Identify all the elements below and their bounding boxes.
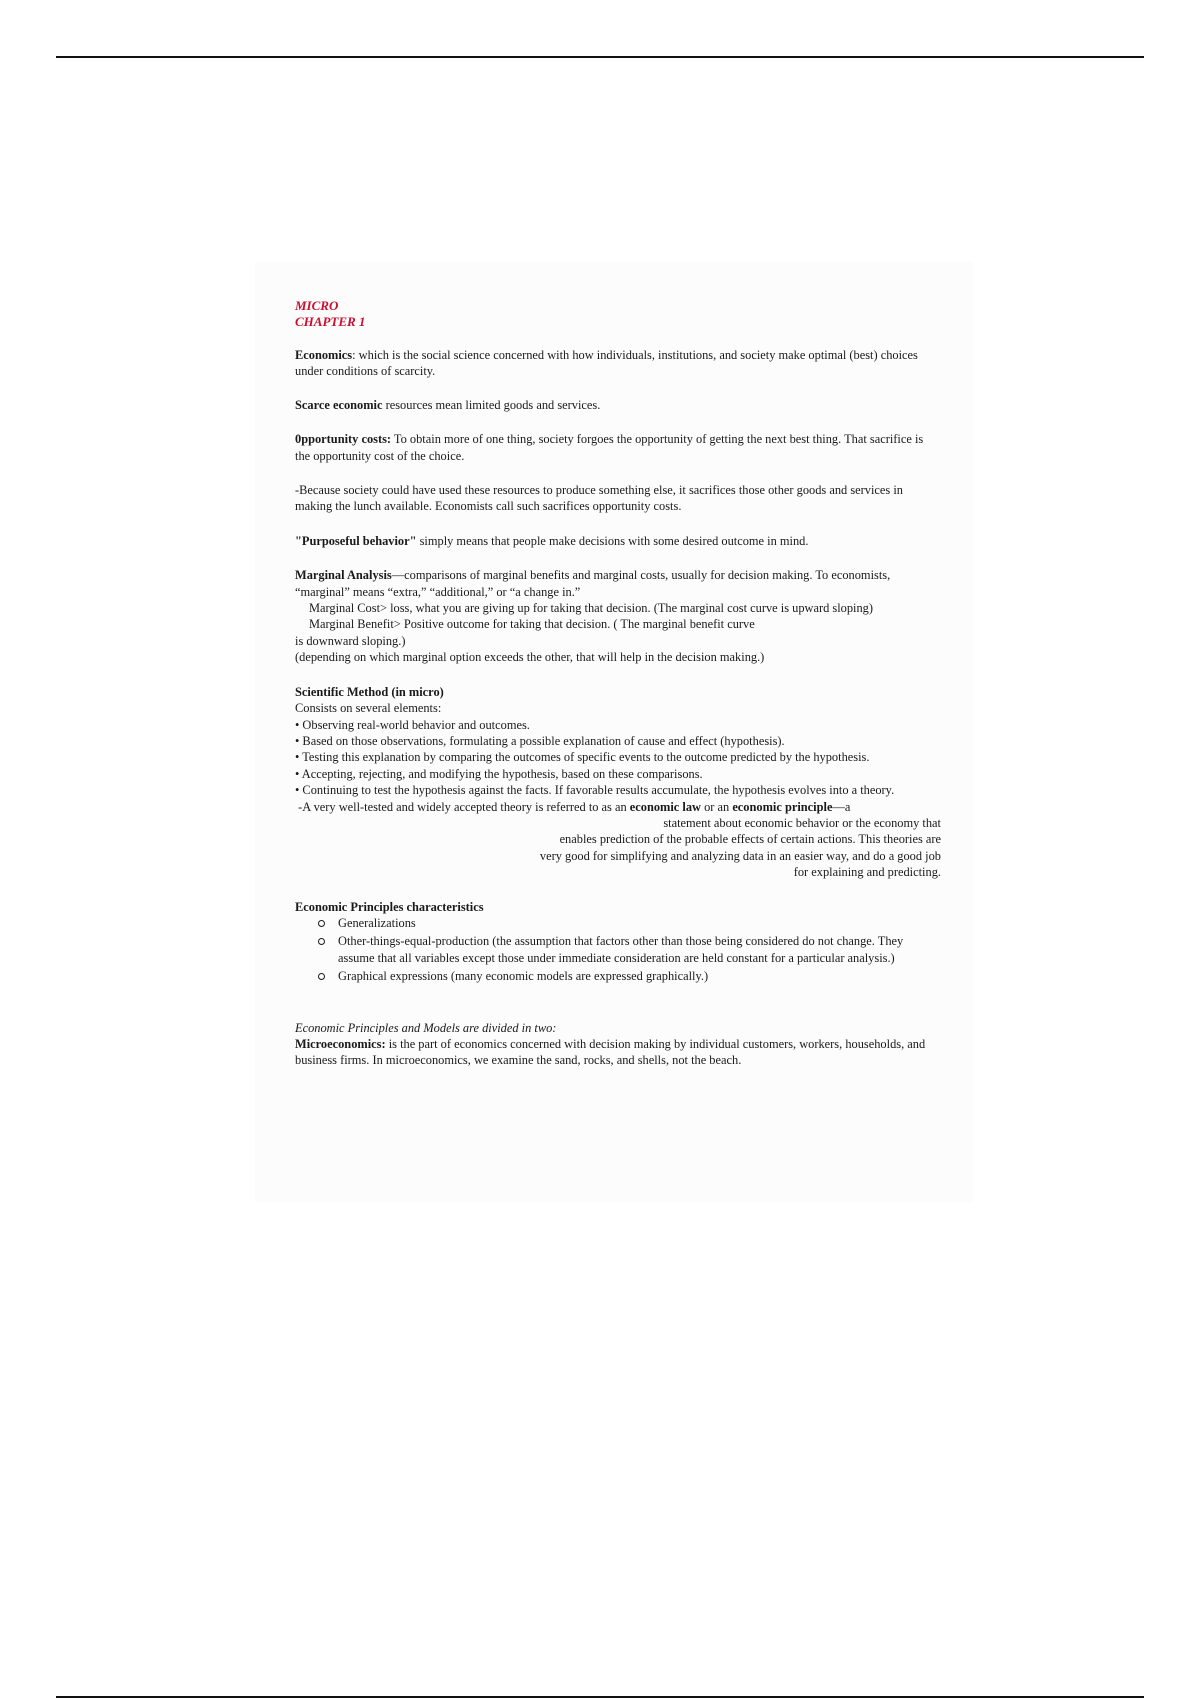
bottom-rule — [56, 1696, 1144, 1698]
top-rule — [56, 56, 1144, 58]
principles-heading: Economic Principles characteristics — [295, 899, 484, 914]
marginal-cost: Marginal Cost> loss, what you are giving up for taking that decision. (The marginal cost curve is upward sloping) — [309, 601, 874, 616]
divided-line: Economic Principles and Models are divided in two: — [295, 1020, 557, 1035]
document-body — [295, 298, 941, 1069]
scientific-intro: Consists on several elements: — [295, 701, 442, 716]
scientific-bullet: • Accepting, rejecting, and modifying the hypothesis, based on these comparisons. — [295, 766, 703, 781]
principles-list — [295, 915, 941, 985]
scientific-bullet: • Testing this explanation by comparing the outcomes of specific events to the outcome predicted by the hypothesis. — [295, 750, 870, 765]
chapter-title: CHAPTER 1 — [295, 314, 366, 329]
purposeful-definition: "Purposeful behavior" simply means that people make decisions with some desired outcome in mind. — [295, 533, 809, 548]
scientific-bullet: • Continuing to test the hypothesis against the facts. If favorable results accumulate, the hypothesis evolves into a theory. — [295, 783, 895, 798]
opportunity-definition: 0pportunity costs: To obtain more of one thing, society forgoes the opportunity of getting the next best thing. That sacrifice is the opportunity cost of the choice. — [295, 432, 924, 463]
economics-definition: Economics: which is the social science concerned with how individuals, institutions, and society make optimal (best) choices under conditions of scarcity. — [295, 348, 918, 379]
microeconomics-definition: Microeconomics: is the part of economics concerned with decision making by individual customers, workers, households, and business firms. In microeconomics, we examine the sand, rocks, and shells, not the beach. — [295, 1037, 926, 1068]
scientific-bullet: • Based on those observations, formulating a possible explanation of cause and effect (hypothesis). — [295, 733, 785, 748]
marginal-benefit-1: Marginal Benefit> Positive outcome for taking that decision. ( The marginal benefit curve — [309, 617, 755, 632]
list-item: Graphical expressions (many economic models are expressed graphically.) — [338, 968, 941, 984]
marginal-benefit-2: is downward sloping.) — [295, 633, 406, 648]
scarce-definition: Scarce economic resources mean limited goods and services. — [295, 397, 601, 412]
doc-title: MICRO — [295, 298, 339, 313]
list-item: Generalizations — [338, 915, 941, 931]
scientific-bullet: • Observing real-world behavior and outcomes. — [295, 717, 530, 732]
because-paragraph: -Because society could have used these resources to produce something else, it sacrifices those other goods and services in making the lunch available. Economists call such sacrifices opportunity costs. — [295, 483, 903, 514]
scientific-heading: Scientific Method (in micro) — [295, 684, 444, 699]
law-continuation: statement about economic behavior or the economy that — [663, 815, 941, 830]
marginal-definition: Marginal Analysis—comparisons of marginal benefits and marginal costs, usually for decision making. To economists, “marginal” means “extra,” “additional,” or “a change in.” — [295, 568, 891, 599]
marginal-depending: (depending on which marginal option exceeds the other, that will help in the decision making.) — [295, 650, 765, 665]
list-item: Other-things-equal-production (the assumption that factors other than those being considered do not change. They assume that all variables except those under immediate consideration are held constant for a particular analysis.) — [338, 933, 941, 966]
law-continuation: enables prediction of the probable effects of certain actions. This theories are — [559, 832, 941, 847]
economic-law-line: -A very well-tested and widely accepted theory is referred to as an economic law or an economic principle—a — [298, 799, 851, 814]
law-continuation: for explaining and predicting. — [793, 865, 941, 880]
law-continuation: very good for simplifying and analyzing data in an easier way, and do a good job — [539, 848, 941, 863]
